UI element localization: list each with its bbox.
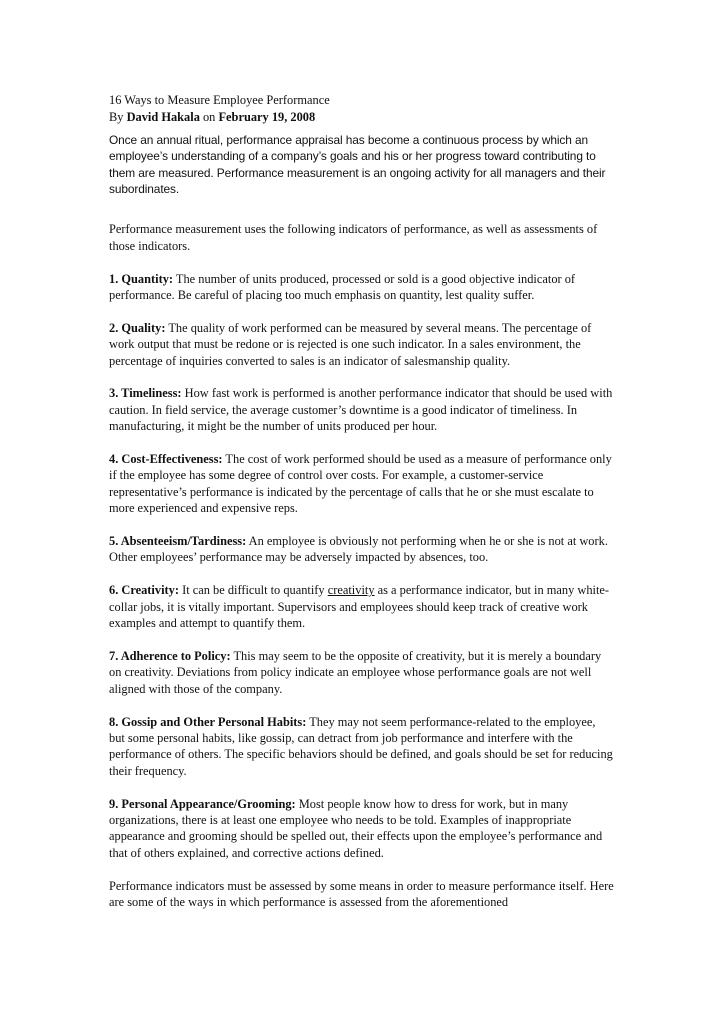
byline-author: David Hakala [126, 110, 200, 125]
indicator-appearance [109, 796, 614, 862]
intro-paragraph: Once an annual ritual, performance appraisal has become a continuous process by which an employee’s understanding of a company’s goals and his or her progress toward contributing to them are measured. Performance measurement is an ongoing activity for all managers and their subordinates. [109, 132, 606, 197]
indicator-label: 1. Quantity: [109, 271, 174, 286]
byline [109, 109, 614, 125]
indicator-text: The number of units produced, processed or sold is a good objective indicator of performance. Be careful of placing too much emphasis on quantity, lest quality suffer. [109, 271, 576, 303]
indicator-text: The cost of work performed should be used as a measure of performance only if the employee has some degree of control over costs. For example, a customer-service representative’s performance is indicated by the percentage of calls that he or she must escalate to more experienced and expensive reps. [109, 452, 612, 516]
indicator-text: Most people know how to dress for work, but in many organizations, there is at least one employee who needs to be told. Examples of inappropriate appearance and grooming should be spelled out, their effects upon the employee’s performance and that of others explained, and corrective actions defined. [109, 796, 603, 860]
indicator-text: The quality of work performed can be measured by several means. The percentage of work output that must be redone or is rejected is one such indicator. In a sales environment, the percentage of inquiries converted to sales is an indicator of salesmanship quality. [109, 320, 592, 368]
indicator-label: 7. Adherence to Policy: [109, 648, 231, 663]
closing-paragraph: Performance indicators must be assessed by some means in order to measure performance itself. Here are some of the ways in which performance is assessed from the aforementioned [109, 878, 614, 909]
article-title: 16 Ways to Measure Employee Performance [109, 93, 330, 107]
indicator-label: 5. Absenteeism/Tardiness: [109, 534, 247, 549]
indicator-absenteeism [109, 533, 614, 566]
creativity-link[interactable]: creativity [327, 583, 375, 598]
indicator-text: They may not seem performance-related to the employee, but some personal habits, like gossip, can detract from job performance and interfere with the performance of others. The specific behaviors should be defined, and goals should be set for reducing their frequency. [109, 714, 613, 778]
lead-paragraph: Performance measurement uses the following indicators of performance, as well as assessments of those indicators. [109, 222, 598, 253]
indicator-cost-effectiveness [109, 451, 614, 517]
indicator-creativity [109, 582, 614, 631]
indicator-adherence-to-policy [109, 648, 614, 697]
indicator-text: How fast work is performed is another performance indicator that should be used with caution. In field service, the average customer’s downtime is a good indicator of timeliness. In manufacturing, it might be the number of units produced per hour. [109, 386, 613, 434]
indicator-label: 3. Timeliness: [109, 386, 182, 401]
indicator-label: 6. Creativity: [109, 583, 179, 598]
byline-by: By [109, 110, 127, 125]
byline-on: on [199, 110, 219, 125]
indicator-text: An employee is obviously not performing when he or she is not at work. Other employees’ performance may be adversely impacted by absences, too. [109, 534, 608, 565]
indicator-label: 9. Personal Appearance/Grooming: [109, 796, 296, 811]
indicator-text-after: as a performance indicator, but in many white-collar jobs, it is vitally important. Supervisors and employees should keep track of creative work examples and attempt to quantify them. [109, 583, 610, 631]
indicator-timeliness [109, 385, 614, 434]
indicator-quantity [109, 271, 614, 304]
indicator-label: 8. Gossip and Other Personal Habits: [109, 714, 307, 729]
indicator-text: This may seem to be the opposite of creativity, but it is merely a boundary on creativity. Deviations from policy indicate an employee whose performance goals are not well aligned with those of the company. [109, 648, 602, 696]
indicator-quality [109, 320, 614, 369]
indicator-label: 4. Cost-Effectiveness: [109, 452, 223, 467]
indicator-label: 2. Quality: [109, 320, 166, 335]
byline-date: February 19, 2008 [218, 110, 316, 125]
indicator-text-before: It can be difficult to quantify [178, 583, 328, 598]
indicator-gossip [109, 714, 614, 780]
document-page [109, 92, 614, 927]
